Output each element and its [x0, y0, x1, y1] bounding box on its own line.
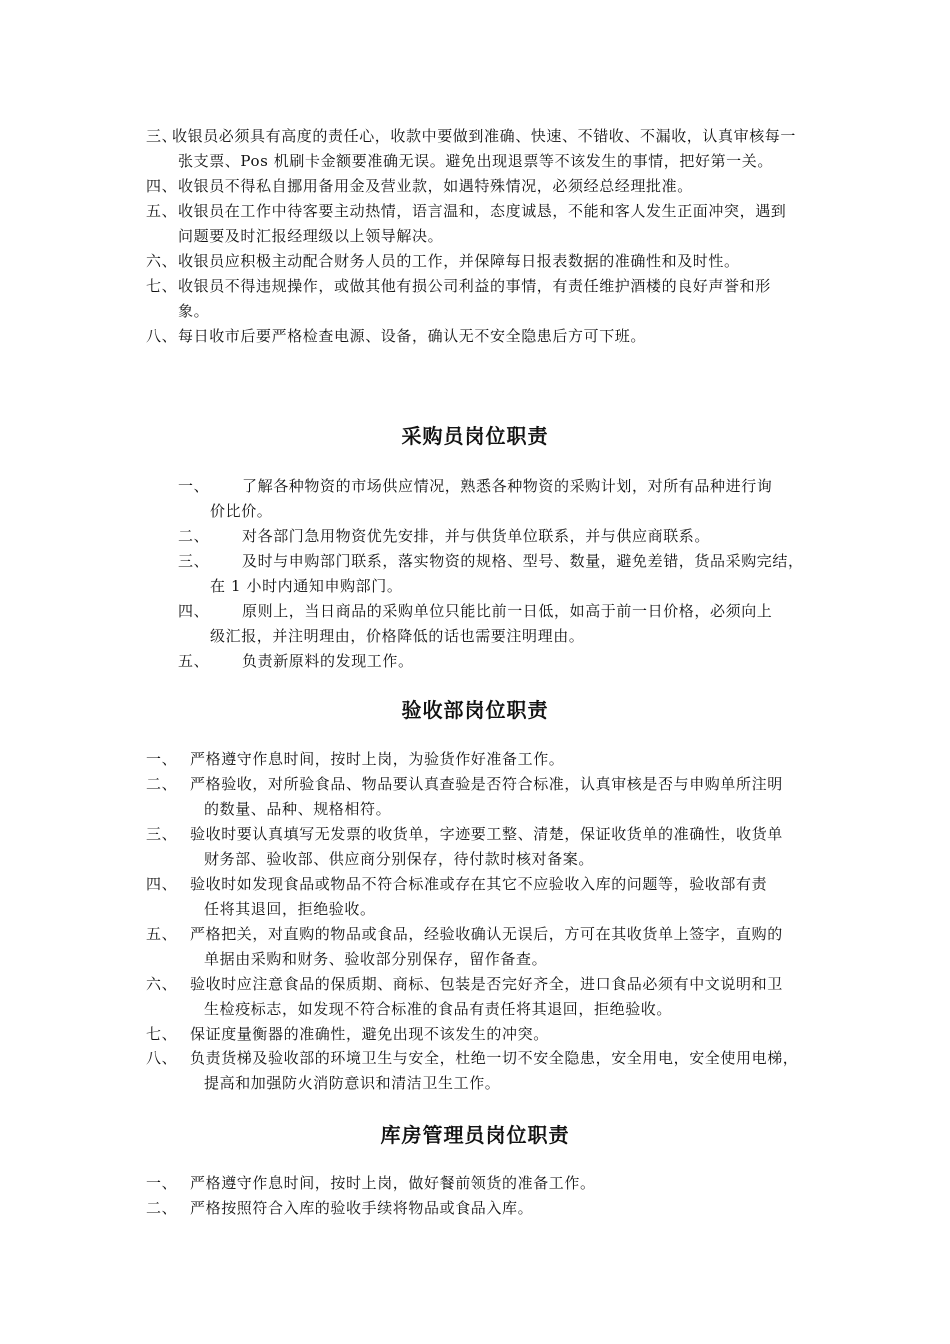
- item-number: 一、: [178, 477, 210, 495]
- item-number: 五、: [146, 202, 178, 220]
- purchaser-item-4: [178, 599, 828, 649]
- item-text-line2: 价比价。: [210, 502, 273, 520]
- item-text-line1: 保证度量衡器的准确性，避免出现不该发生的冲突。: [190, 1025, 549, 1043]
- item-number: 五、: [146, 925, 178, 943]
- receiving-item-2: [146, 772, 826, 822]
- item-number: 三、: [146, 127, 178, 145]
- item-number: 六、: [146, 252, 178, 270]
- receiving-item-4: [146, 872, 826, 922]
- item-number: 八、: [146, 327, 178, 345]
- item-text-line1: 每日收市后要严格检查电源、设备，确认无不安全隐患后方可下班。: [178, 327, 647, 345]
- item-text-line2: 在 1 小时内通知申购部门。: [210, 577, 403, 595]
- receiving-item-6: [146, 972, 826, 1022]
- purchaser-item-5: [178, 649, 828, 674]
- receiving-item-3: [146, 822, 826, 872]
- item-number: 四、: [146, 875, 178, 893]
- item-text-line1: 严格遵守作息时间，按时上岗，为验货作好准备工作。: [190, 750, 565, 768]
- item-number: 二、: [146, 1199, 178, 1217]
- item-number: 六、: [146, 975, 178, 993]
- item-text-line2: 生检疫标志，如发现不符合标准的食品有责任将其退回，拒绝验收。: [204, 1000, 673, 1018]
- receiving-item-8: [146, 1046, 826, 1096]
- item-number: 二、: [178, 527, 210, 545]
- item-text-line1: 验收时应注意食品的保质期、商标、包装是否完好齐全，进口食品必须有中文说明和卫: [190, 975, 783, 993]
- item-text-line1: 严格按照符合入库的验收手续将物品或食品入库。: [190, 1199, 534, 1217]
- cashier-item-8: [146, 324, 826, 349]
- item-number: 五、: [178, 652, 210, 670]
- item-text-line1: 收银员在工作中待客要主动热情，语言温和，态度诚恳，不能和客人发生正面冲突，遇到: [178, 202, 787, 220]
- receiving-item-5: [146, 922, 826, 972]
- item-text-line2: 象。: [178, 302, 210, 320]
- item-text-line1: 收银员必须具有高度的责任心，收款中要做到准确、快速、不错收、不漏收，认真审核每一: [172, 127, 797, 145]
- item-text-line2: 财务部、验收部、供应商分别保存，待付款时核对备案。: [204, 850, 595, 868]
- cashier-item-7: [146, 274, 826, 324]
- item-text-line1: 原则上，当日商品的采购单位只能比前一日低，如高于前一日价格，必须向上: [242, 602, 773, 620]
- item-number: 七、: [146, 277, 178, 295]
- purchaser-item-2: [178, 524, 828, 549]
- item-text-line2: 单据由采购和财务、验收部分别保存，留作备查。: [204, 950, 548, 968]
- item-text-line2: 的数量、品种、规格相符。: [204, 800, 392, 818]
- item-text-line1: 严格验收，对所验食品、物品要认真查验是否符合标准，认真审核是否与申购单所注明: [190, 775, 783, 793]
- item-number: 三、: [146, 825, 178, 843]
- item-text-line2: 任将其退回，拒绝验收。: [204, 900, 376, 918]
- item-text-line1: 收银员不得私自挪用备用金及营业款，如遇特殊情况，必须经总经理批准。: [178, 177, 693, 195]
- item-text-line1: 及时与申购部门联系，落实物资的规格、型号、数量，避免差错，货品采购完结，: [242, 552, 804, 570]
- item-number: 四、: [146, 177, 178, 195]
- receiving-item-1: [146, 747, 826, 772]
- section-title-receiving: 验收部岗位职责: [401, 698, 549, 722]
- receiving-item-7: [146, 1022, 826, 1047]
- cashier-item-6: [146, 249, 826, 274]
- item-number: 一、: [146, 1174, 178, 1192]
- item-text-line2: 级汇报，并注明理由，价格降低的话也需要注明理由。: [210, 627, 585, 645]
- item-number: 二、: [146, 775, 178, 793]
- item-number: 八、: [146, 1049, 178, 1067]
- item-text-line1: 验收时如发现食品或物品不符合标准或存在其它不应验收入库的问题等，验收部有责: [190, 875, 768, 893]
- item-text-line1: 严格把关，对直购的物品或食品，经验收确认无误后，方可在其收货单上签字，直购的: [190, 925, 783, 943]
- item-text-line1: 严格遵守作息时间，按时上岗，做好餐前领货的准备工作。: [190, 1174, 596, 1192]
- item-number: 七、: [146, 1025, 178, 1043]
- purchaser-item-1: [178, 474, 828, 524]
- item-text-line2: 问题要及时汇报经理级以上领导解决。: [178, 227, 444, 245]
- cashier-item-3: [146, 124, 826, 174]
- section-title-purchaser: 采购员岗位职责: [401, 424, 549, 448]
- item-number: 四、: [178, 602, 210, 620]
- item-text-line1: 收银员不得违规操作，或做其他有损公司利益的事情，有责任维护酒楼的良好声誉和形: [178, 277, 771, 295]
- purchaser-item-3: [178, 549, 828, 599]
- section-title-warehouse: 库房管理员岗位职责: [380, 1123, 570, 1147]
- item-text-line2: 提高和加强防火消防意识和清洁卫生工作。: [204, 1074, 501, 1092]
- cashier-item-5: [146, 199, 826, 249]
- item-number: 一、: [146, 750, 178, 768]
- warehouse-item-1: [146, 1171, 826, 1196]
- item-text-line1: 负责新原料的发现工作。: [242, 652, 414, 670]
- item-text-line1: 验收时要认真填写无发票的收货单，字迹要工整、清楚，保证收货单的准确性，收货单: [190, 825, 783, 843]
- item-text-line1: 对各部门急用物资优先安排，并与供货单位联系，并与供应商联系。: [242, 527, 711, 545]
- item-text-line1: 收银员应积极主动配合财务人员的工作，并保障每日报表数据的准确性和及时性。: [178, 252, 740, 270]
- item-text-line2: 张支票、Pos 机刷卡金额要准确无误。避免出现退票等不该发生的事情，把好第一关。: [178, 152, 773, 170]
- item-text-line1: 了解各种物资的市场供应情况，熟悉各种物资的采购计划，对所有品种进行询: [242, 477, 773, 495]
- item-text-line1: 负责货梯及验收部的环境卫生与安全，杜绝一切不安全隐患，安全用电，安全使用电梯，: [190, 1049, 799, 1067]
- cashier-item-4: [146, 174, 826, 199]
- item-number: 三、: [178, 552, 210, 570]
- warehouse-item-2: [146, 1196, 826, 1221]
